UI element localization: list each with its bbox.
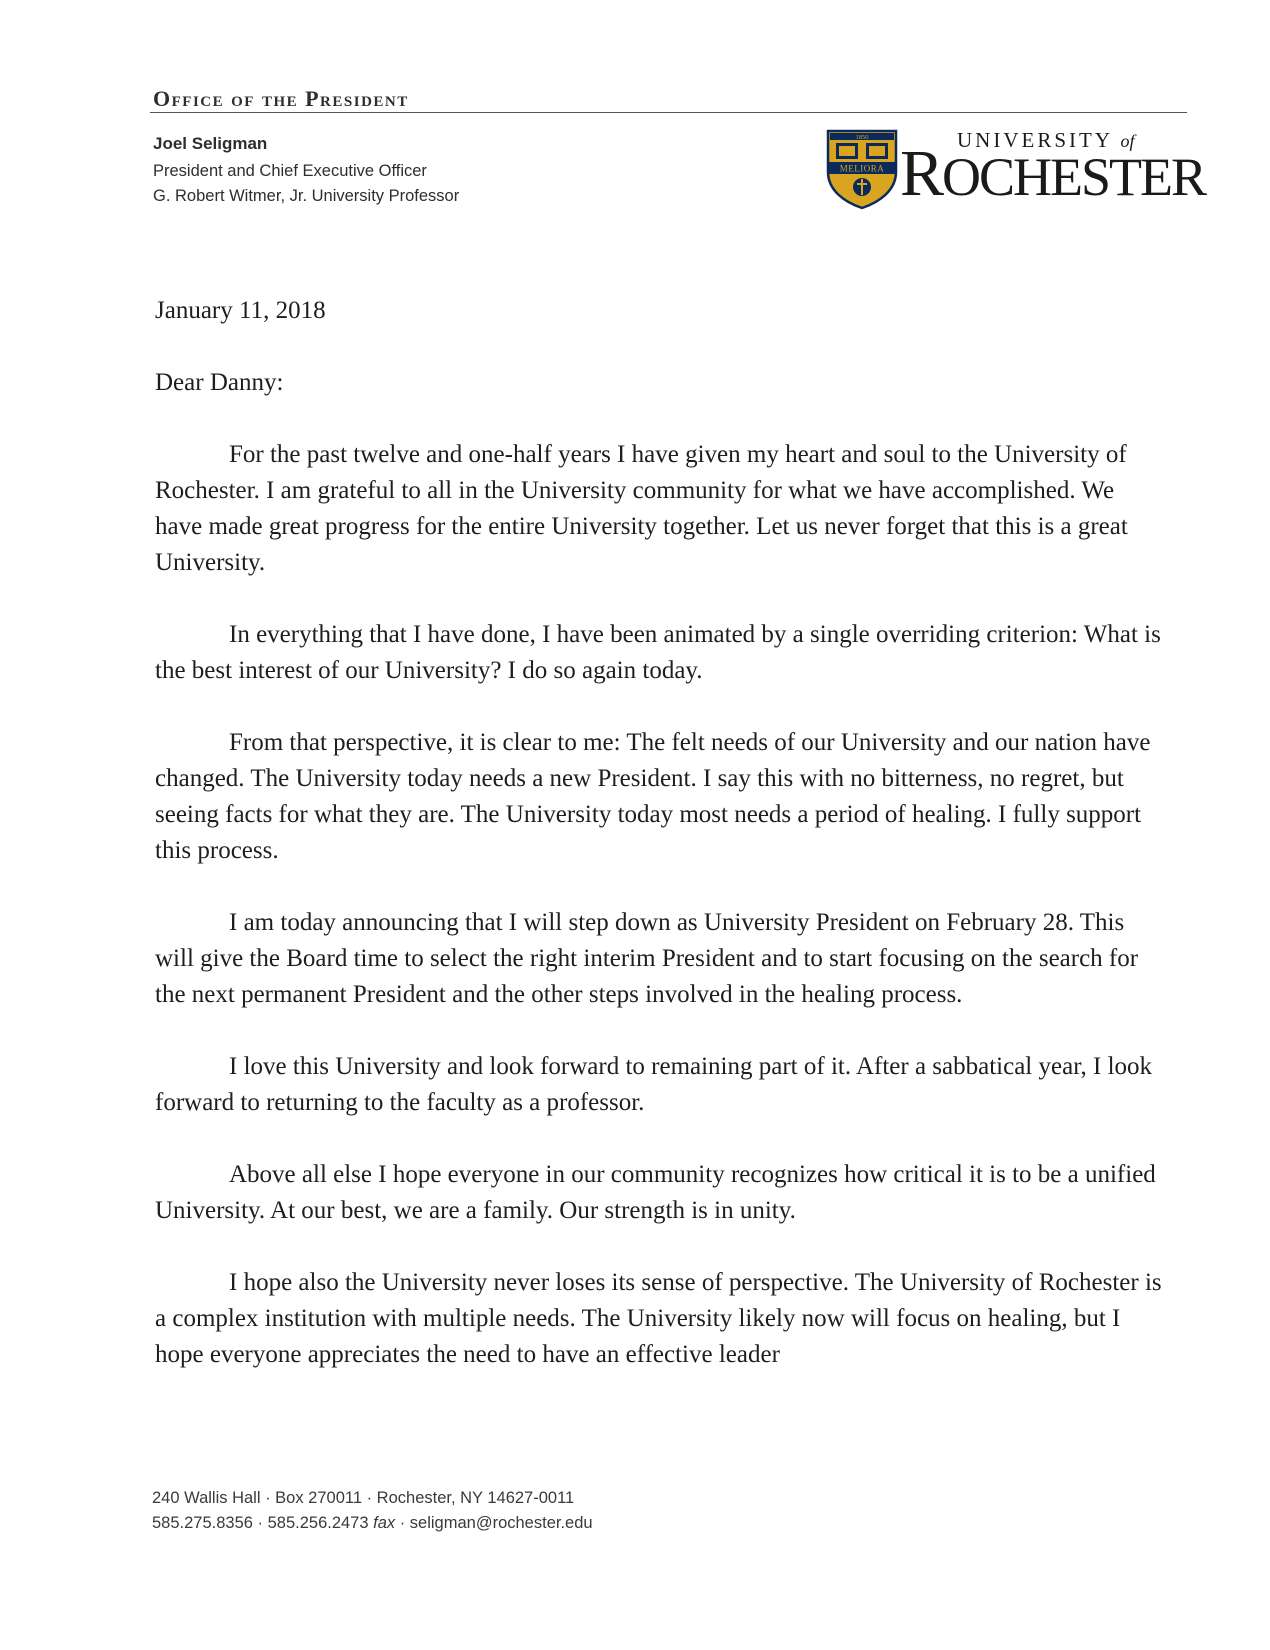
footer-contact: [152, 1486, 593, 1536]
letter-date: January 11, 2018: [155, 297, 326, 324]
paragraph: I am today announcing that I will step down as University President on February 28. This will give the Board time to select the right interim President and to start focusing on the search for the next permanent President and the other steps involved in the healing process.: [155, 909, 1139, 1008]
sender-name: Joel Seligman: [153, 134, 268, 153]
sender-block: [153, 133, 459, 209]
office-title: Office of the President: [153, 86, 409, 111]
paragraph: I hope also the University never loses its sense of perspective. The University of Rochester is a complex institution with multiple needs. The University likely now will focus on healing, but I hope everyone appreciates the need to have an effective leader: [155, 1269, 1162, 1368]
logo-of-word: of: [1120, 131, 1135, 151]
letter-salutation: Dear Danny:: [155, 369, 284, 396]
footer-fax-label: fax: [373, 1514, 396, 1532]
logo-name-rest: OCHESTER: [942, 147, 1206, 207]
paragraph: For the past twelve and one-half years I have given my heart and soul to the University of Rochester. I am grateful to all in the University community for what we have accomplished. We have made great progress for the entire University together. Let us never forget that this is a great University.: [155, 441, 1128, 576]
logo-university-label: UNIVERSITY: [957, 128, 1113, 152]
logo-name-initial: R: [900, 137, 943, 210]
crest-year: 1850: [855, 134, 869, 141]
footer-address: 240 Wallis Hall · Box 270011 · Rochester, NY 14627-0011: [152, 1489, 575, 1507]
paragraph: From that perspective, it is clear to me: The felt needs of our University and our nation have changed. The University today needs a new President. I say this with no bitterness, no regret, but seeing facts for what they are. The University today most needs a period of healing. I fully support this process.: [155, 729, 1151, 864]
sender-title: President and Chief Executive Officer: [153, 162, 427, 180]
footer-email: · seligman@rochester.edu: [395, 1514, 593, 1532]
header-divider: [150, 112, 1187, 113]
crest-motto: MELIORA: [839, 163, 885, 174]
paragraph: In everything that I have done, I have been animated by a single overriding criterion: What is the best interest of our University? I do so again today.: [155, 621, 1161, 684]
footer-phone: 585.275.8356 · 585.256.2473: [152, 1514, 374, 1532]
letter-body: [155, 293, 1165, 1409]
footer-contact-line: [152, 1511, 593, 1536]
paragraph: Above all else I hope everyone in our community recognizes how critical it is to be a unified University. At our best, we are a family. Our strength is in unity.: [155, 1161, 1156, 1224]
paragraph: I love this University and look forward to remaining part of it. After a sabbatical year, I look forward to returning to the faculty as a professor.: [155, 1053, 1153, 1116]
university-crest-icon: [822, 128, 902, 210]
university-logo: [822, 128, 1206, 210]
sender-chair: G. Robert Witmer, Jr. University Professor: [153, 187, 460, 205]
